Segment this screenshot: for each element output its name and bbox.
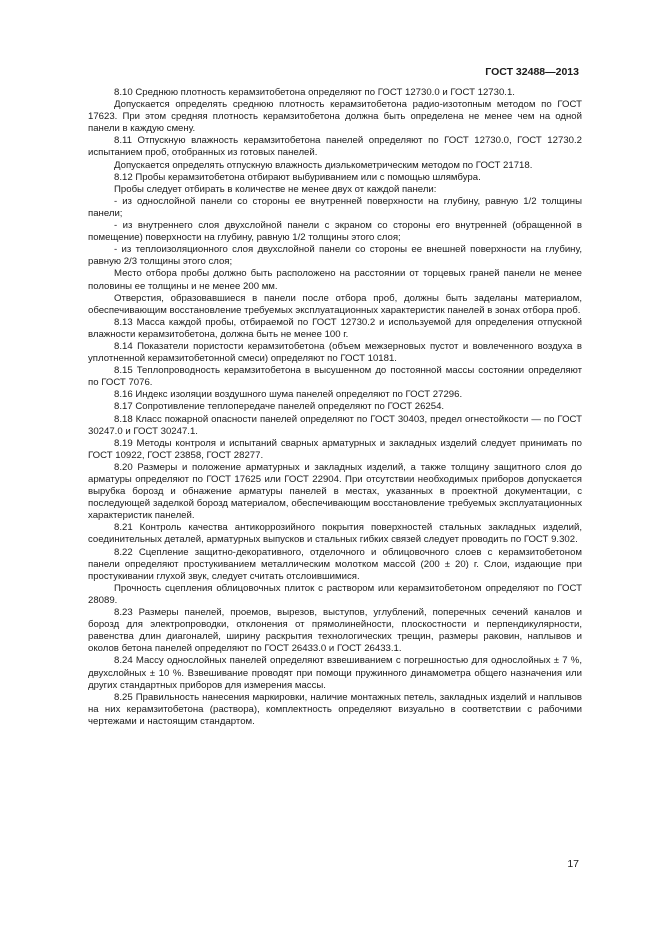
paragraph: 8.22 Сцепление защитно-декоративного, отделочного и облицовочного слоев с керамзитобетоном панели определяют простукиванием металлическим молотком массой (200 ± 20) г. Слои, издающие при простукивании глухой звук, следует считать отслоившимися. — [88, 546, 582, 582]
paragraph: 8.25 Правильность нанесения маркировки, наличие монтажных петель, закладных изделий и наплывов на них керамзитобетона (раствора), комплектность определяют визуально в соответствии с рабочими чертежами и настоящим стандартом. — [88, 691, 582, 727]
paragraph: 8.18 Класс пожарной опасности панелей определяют по ГОСТ 30403, предел огнестойкости — по ГОСТ 30247.0 и ГОСТ 30247.1. — [88, 413, 582, 437]
paragraph: 8.10 Среднюю плотность керамзитобетона определяют по ГОСТ 12730.0 и ГОСТ 12730.1. — [114, 87, 515, 98]
paragraph: 8.21 Контроль качества антикоррозийного покрытия поверхностей стальных закладных изделий, соединительных деталей, арматурных выпусков и стальных гибких связей следует проводить по ГОСТ 9.302. — [88, 522, 582, 546]
paragraph: Прочность сцепления облицовочных плиток с раствором или керамзитобетоном определяют по ГОСТ 28089. — [88, 582, 582, 606]
paragraph: 8.19 Методы контроля и испытаний сварных арматурных и закладных изделий следует принимать по ГОСТ 10922, ГОСТ 23858, ГОСТ 28277. — [88, 437, 582, 461]
paragraph: Отверстия, образовавшиеся в панели после отбора проб, должны быть заделаны материалом, обеспечивающим восстановление требуемых эксплуатационных характеристик панелей в зонах отбора проб. — [88, 292, 582, 316]
paragraph: 8.23 Размеры панелей, проемов, вырезов, выступов, углублений, поперечных сечений каналов и борозд для электропроводки, отклонения от прямолинейности, плоскостности и перпендикулярности, равенства длин диагоналей, ширину раскрытия технологических трещин, размеры раковин, наплывов и околов бетона панелей определяют по ГОСТ 26433.0 и ГОСТ 26433.1. — [88, 607, 582, 655]
document-header: ГОСТ 32488—2013 — [485, 66, 579, 78]
paragraph: 8.13 Масса каждой пробы, отбираемой по ГОСТ 12730.2 и используемой для определения отпускной влажности керамзитобетона, должна быть не менее 100 г. — [88, 316, 582, 340]
paragraph: 8.20 Размеры и положение арматурных и закладных изделий, а также толщину защитного слоя до арматуры определяют по ГОСТ 17625 или ГОСТ 22904. При отсутствии необходимых приборов допускается вырубка борозд и обнажение арматуры панелей в местах, указанных в проектной документации, с последующей заделкой борозд материалом, обеспечивающим восстановление требуемых эксплуатационных характеристик панелей. — [88, 461, 582, 522]
paragraph: 8.16 Индекс изоляции воздушного шума панелей определяют по ГОСТ 27296. — [114, 389, 463, 401]
paragraph: Место отбора пробы должно быть расположено на расстоянии от торцевых граней панели не менее половины ее толщины и не менее 200 мм. — [88, 268, 582, 292]
list-item: - из внутреннего слоя двухслойной панели с экраном со стороны его внутренней (обращенной в помещение) поверхности на глубину, равную 1/2 толщины этого слоя; — [88, 220, 582, 244]
paragraph: Пробы следует отбирать в количестве не менее двух от каждой панели: — [114, 183, 437, 195]
paragraph: 8.12 Пробы керамзитобетона отбирают выбуриванием или с помощью шлямбура. — [114, 171, 481, 183]
paragraph: 8.17 Сопротивление теплопередаче панелей определяют по ГОСТ 26254. — [114, 401, 445, 413]
paragraph: 8.24 Массу однослойных панелей определяют взвешиванием с погрешностью для однослойных ± 7 %, двухслойных ± 10 %. Взвешивание проводят при помощи пружинного динамометра общего назначения или других стандартных приборов для измерения массы. — [88, 655, 582, 691]
paragraph: 8.15 Теплопроводность керамзитобетона в высушенном до постоянной массы состоянии определяют по ГОСТ 7076. — [88, 365, 582, 389]
list-item: - из теплоизоляционного слоя двухслойной панели со стороны ее внешней поверхности на глубину, равную 2/3 толщины этого слоя; — [88, 244, 582, 268]
paragraph: Допускается определять среднюю плотность керамзитобетона радио-изотопным методом по ГОСТ 17623. При этом средняя плотность керамзитобетона должна быть определена не менее чем на одной панели в каждую смену. — [88, 99, 582, 135]
document-body — [88, 87, 582, 728]
list-item: - из однослойной панели со стороны ее внутренней поверхности на глубину, равную 1/2 толщины панели; — [88, 195, 582, 219]
paragraph: 8.14 Показатели пористости керамзитобетона (объем межзерновых пустот и вовлеченного воздуха в уплотненной керамзитобетонной смеси) определяют по ГОСТ 10181. — [88, 340, 582, 365]
paragraph: Допускается определять отпускную влажность диэлькометрическим методом по ГОСТ 21718. — [114, 159, 533, 171]
page-number: 17 — [567, 858, 579, 870]
paragraph: 8.11 Отпускную влажность керамзитобетона панелей определяют по ГОСТ 12730.0, ГОСТ 12730.2 испытанием проб, отобранных из готовых панелей. — [88, 135, 582, 159]
